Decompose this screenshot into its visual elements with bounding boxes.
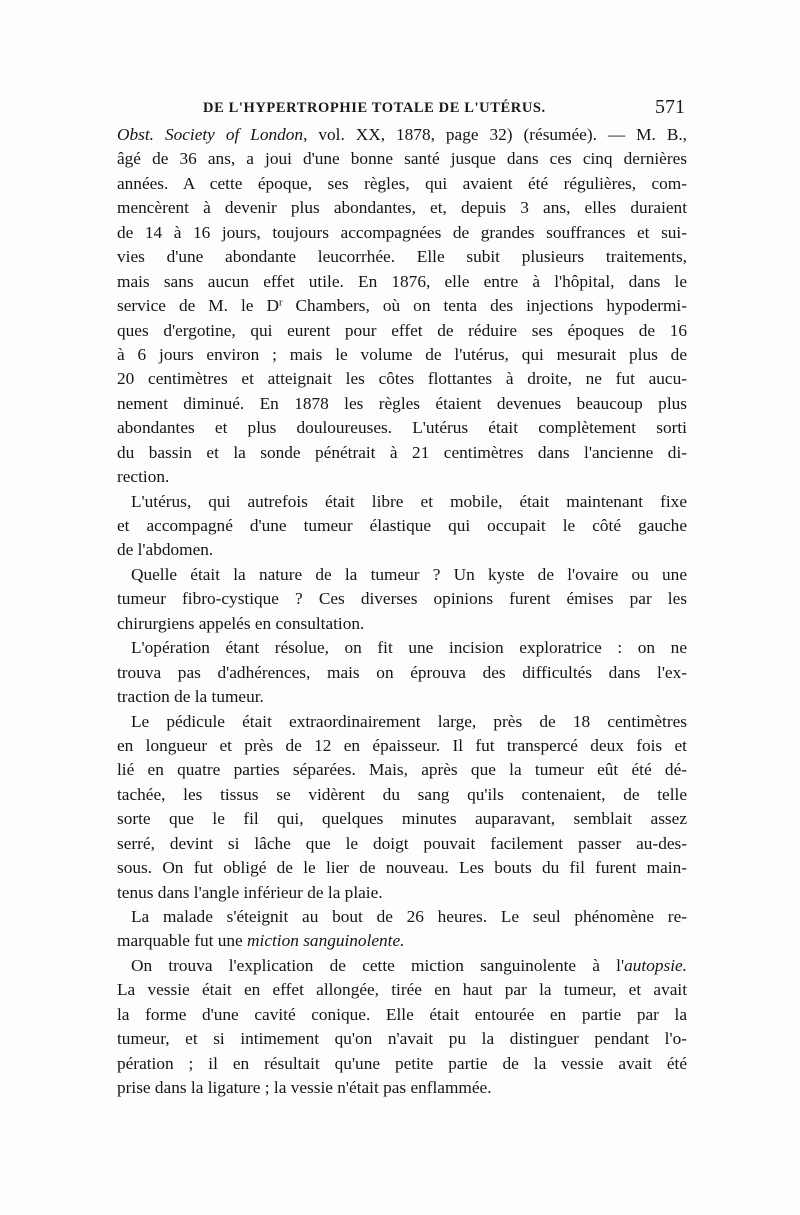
text-line: lié en quatre parties séparées. Mais, après que la tumeur eût été dé- (117, 760, 687, 780)
paragraph-start: L'utérus, qui autrefois était libre et mobile, était maintenant fixe (131, 491, 687, 511)
text-span: marquable fut une (117, 931, 248, 951)
text-span: Chambers, où on tenta des injections hypodermi- (282, 296, 687, 316)
text-line: en longueur et près de 12 en épaisseur. Il fut transpercé deux fois et (117, 735, 687, 755)
text-line: La vessie était en effet allongée, tirée en haut par la tumeur, et avait (117, 980, 687, 1000)
text-line: sous. On fut obligé de le lier de nouveau. Les bouts du fil furent main- (117, 858, 687, 878)
text-line: pération ; il en résultait qu'une petite partie de la vessie avait été (117, 1053, 687, 1073)
paragraph-start: Le pédicule était extraordinairement large, près de 18 centimètres (131, 711, 687, 731)
text-line: et accompagné d'une tumeur élastique qui occupait le côté gauche (117, 516, 687, 535)
text-line: abondantes et plus douloureuses. L'utérus était complètement sorti (117, 418, 687, 438)
text-line: chirurgiens appelés en consultation. (117, 613, 365, 633)
text-line: sorte que le fil qui, quelques minutes auparavant, semblait assez (117, 809, 687, 829)
text-span: On trouva l'explication de cette miction sanguinolente à l' (131, 955, 625, 975)
text-span: service de M. le D (117, 296, 279, 316)
text-line: ques d'ergotine, qui eurent pour effet de réduire ses époques de 16 (117, 320, 687, 340)
body-text (117, 123, 687, 1101)
italic-term: miction sanguinolente. (247, 931, 405, 951)
page-number: 571 (655, 96, 685, 118)
text-line: rection. (117, 467, 170, 487)
text-line (117, 294, 687, 318)
text-line: âgé de 36 ans, a joui d'une bonne santé jusque dans ces cinq dernières (117, 149, 687, 169)
text-line: 20 centimètres et atteignait les côtes flottantes à droite, ne fut aucu- (117, 369, 687, 389)
journal-title: Obst. Society of London (117, 125, 304, 144)
paragraph-start (117, 954, 687, 978)
text-line: tenus dans l'angle inférieur de la plaie. (117, 882, 383, 902)
text-line: tachée, les tissus se vidèrent du sang qu'ils contenaient, de telle (117, 784, 687, 804)
text-line: tumeur fibro-cystique ? Ces diverses opinions furent émises par les (117, 589, 687, 609)
text-line: de l'abdomen. (117, 540, 214, 560)
text-line: à 6 jours environ ; mais le volume de l'utérus, qui mesurait plus de (117, 344, 687, 364)
text-line: la forme d'une cavité conique. Elle était entourée en partie par la (117, 1004, 687, 1024)
text-span: , vol. XX, 1878, page 32) (résumée). — M. B., (303, 125, 687, 144)
text-line: nement diminué. En 1878 les règles étaient devenues beaucoup plus (117, 393, 687, 413)
paragraph-start: L'opération étant résolue, on fit une incision exploratrice : on ne (131, 638, 687, 658)
text-line (117, 929, 687, 953)
text-line: mencèrent à devenir plus abondantes, et, depuis 3 ans, elles duraient (117, 198, 687, 218)
paragraph-start: La malade s'éteignit au bout de 26 heures. Le seul phénomène re- (131, 907, 687, 926)
text-line: traction de la tumeur. (117, 687, 264, 707)
text-line: de 14 à 16 jours, toujours accompagnées de grandes souffrances et sui- (117, 222, 687, 242)
running-head: DE L'HYPERTROPHIE TOTALE DE L'UTÉRUS. (203, 100, 546, 116)
paragraph-start: Quelle était la nature de la tumeur ? Un kyste de l'ovaire ou une (131, 564, 687, 584)
text-line: trouva pas d'adhérences, mais on éprouva des difficultés dans l'ex- (117, 662, 687, 682)
text-line: vies d'une abondante leucorrhée. Elle subit plusieurs traitements, (117, 247, 687, 267)
text-line: du bassin et la sonde pénétrait à 21 centimètres dans l'ancienne di- (117, 442, 687, 462)
text-line: années. A cette époque, ses règles, qui avaient été régulières, com- (117, 173, 687, 193)
text-line: serré, devint si lâche que le doigt pouvait facilement passer au-des- (117, 833, 687, 853)
text-line: tumeur, et si intimement qu'on n'avait pu la distinguer pendant l'o- (117, 1029, 687, 1049)
italic-term: autopsie. (624, 955, 687, 975)
text-line: prise dans la ligature ; la vessie n'était pas enflammée. (117, 1078, 492, 1098)
text-line (117, 123, 687, 147)
text-line: mais sans aucun effet utile. En 1876, elle entre à l'hôpital, dans le (117, 271, 687, 291)
page-header (117, 96, 685, 122)
superscript: r (278, 297, 283, 309)
